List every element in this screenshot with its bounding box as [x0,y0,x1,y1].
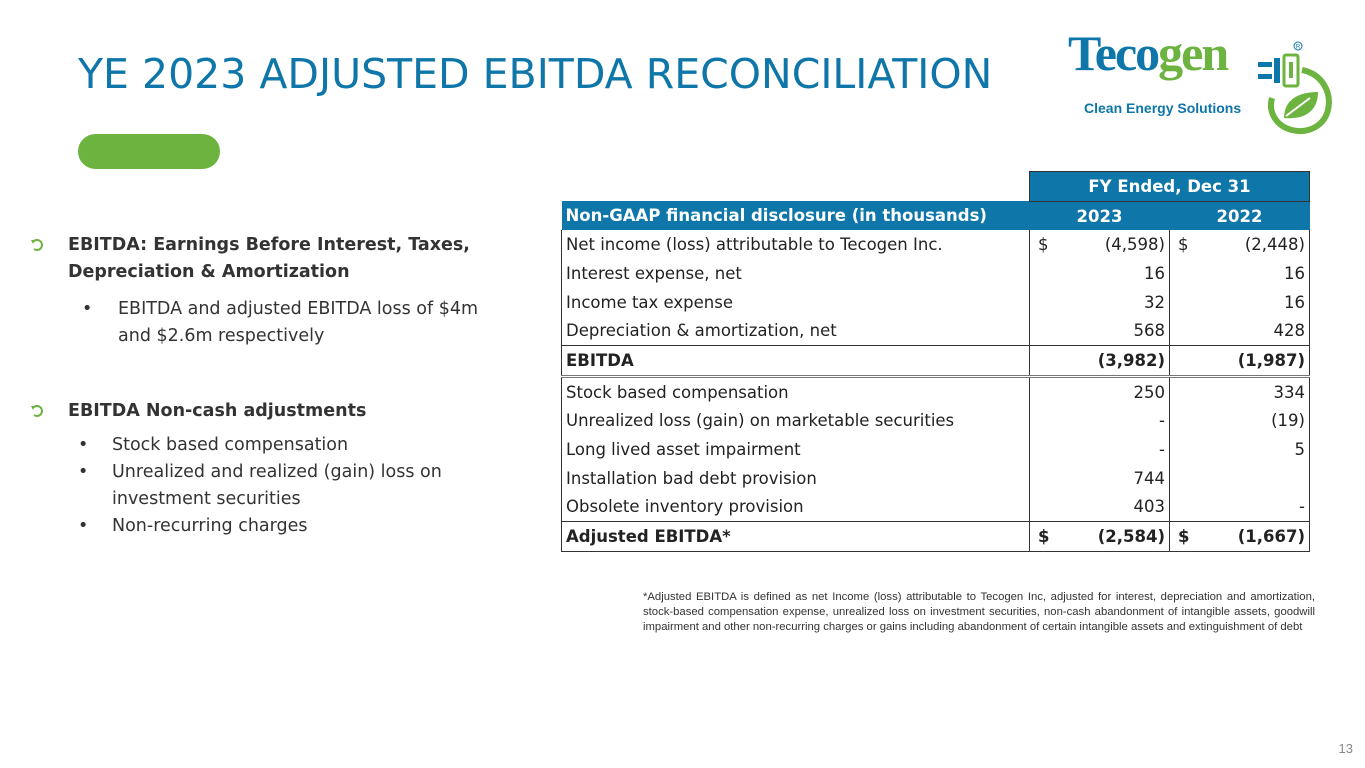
value-2023: - [1030,407,1170,436]
table-header-row [562,201,1310,230]
currency-sign: $ [1178,527,1190,547]
value-2022: 428 [1170,316,1310,345]
value-2022: - [1170,493,1310,522]
value-2023: (3,982) [1030,346,1170,377]
ebitda-reconciliation-table [561,171,1310,552]
col-2023-header: 2023 [1030,201,1170,230]
table-row-subtotal [562,346,1310,377]
table-row [562,316,1310,345]
table-row [562,230,1310,259]
value-2022: (1,987) [1170,346,1310,377]
bullet-item-text: Stock based compensation [112,435,349,455]
row-label: Interest expense, net [562,259,1030,288]
value-2023: 250 [1030,376,1170,406]
bullet-heading-ebitda [30,232,490,286]
table-row [562,493,1310,522]
svg-text:R: R [1295,44,1301,51]
company-logo [1068,25,1338,138]
bullet-list [30,232,490,540]
table-row [562,376,1310,406]
value-2022: 16 [1170,288,1310,317]
value-2022: (2,448) [1244,235,1305,255]
table-row [562,435,1310,464]
value-2023: 568 [1030,316,1170,345]
row-label: Depreciation & amortization, net [562,316,1030,345]
period-header: FY Ended, Dec 31 [1030,172,1310,202]
logo-word-part1: Teco [1068,25,1159,81]
row-label: Unrealized loss (gain) on marketable securities [562,407,1030,436]
bullet-heading-noncash [30,398,490,425]
bullet-heading-text: EBITDA Non-cash adjustments [68,401,367,421]
bullet-item: • Stock based compensation [78,435,349,455]
logo-plug-leaf-icon [1254,40,1336,136]
recycle-arrow-icon [30,238,44,252]
row-label: Obsolete inventory provision [562,493,1030,522]
row-label: Stock based compensation [562,376,1030,406]
currency-sign: $ [1038,235,1049,255]
footnote: *Adjusted EBITDA is defined as net Income (loss) attributable to Tecogen Inc, adjusted for interest, depreciation and amortization, stock-based compensation expense, unrealized loss on investment securities, non-cash abandonment of intangible assets, goodwill impairment and other non-recurring charges or gains including abandonment of certain intangible assets and extinguishment of debt [643,591,1315,633]
page-number: 13 [1338,741,1353,756]
currency-sign: $ [1038,527,1050,547]
bullet-item: • Non-recurring charges [78,516,308,536]
accent-pill [78,134,220,169]
page-title: YE 2023 ADJUSTED EBITDA RECONCILIATION [78,50,993,98]
value-2023: - [1030,435,1170,464]
row-label: Income tax expense [562,288,1030,317]
value-2023: (4,598) [1104,235,1165,255]
bullet-item-text: Non-recurring charges [112,516,308,536]
row-label: Long lived asset impairment [562,435,1030,464]
row-label: Installation bad debt provision [562,464,1030,493]
label-header: Non-GAAP financial disclosure (in thousands) [562,201,1030,230]
logo-wordmark [1068,25,1228,81]
value-2022: (1,667) [1237,527,1305,547]
table-period-row [562,172,1310,202]
logo-word-part2: gen [1158,25,1228,81]
col-2022-header: 2022 [1170,201,1310,230]
row-label: EBITDA [562,346,1030,377]
value-2022: 16 [1170,259,1310,288]
bullet-item: • Unrealized and realized (gain) loss on investment securities [78,462,442,509]
value-2022 [1170,464,1310,493]
value-2023: 403 [1030,493,1170,522]
value-2023: 32 [1030,288,1170,317]
bullet-item: • EBITDA and adjusted EBITDA loss of $4m and $2.6m respectively [82,299,479,346]
value-2023: (2,584) [1097,527,1165,547]
row-label: Net income (loss) attributable to Tecogen Inc. [562,230,1030,259]
currency-sign: $ [1178,235,1189,255]
value-2023: 16 [1030,259,1170,288]
bullet-heading-text: EBITDA: Earnings Before Interest, Taxes, Depreciation & Amortization [68,235,470,282]
table-row [562,259,1310,288]
row-label: Adjusted EBITDA* [562,522,1030,552]
value-2022: 334 [1170,376,1310,406]
logo-tagline: Clean Energy Solutions [1084,100,1242,116]
table-row [562,288,1310,317]
value-2023: 744 [1030,464,1170,493]
bullet-item-text: Unrealized and realized (gain) loss on investment securities [112,462,442,509]
table-row [562,464,1310,493]
value-2022: (19) [1170,407,1310,436]
table-row-total [562,522,1310,552]
table-row [562,407,1310,436]
bullet-item-text: EBITDA and adjusted EBITDA loss of $4m and $2.6m respectively [118,299,479,346]
recycle-arrow-icon [30,404,44,418]
value-2022: 5 [1170,435,1310,464]
